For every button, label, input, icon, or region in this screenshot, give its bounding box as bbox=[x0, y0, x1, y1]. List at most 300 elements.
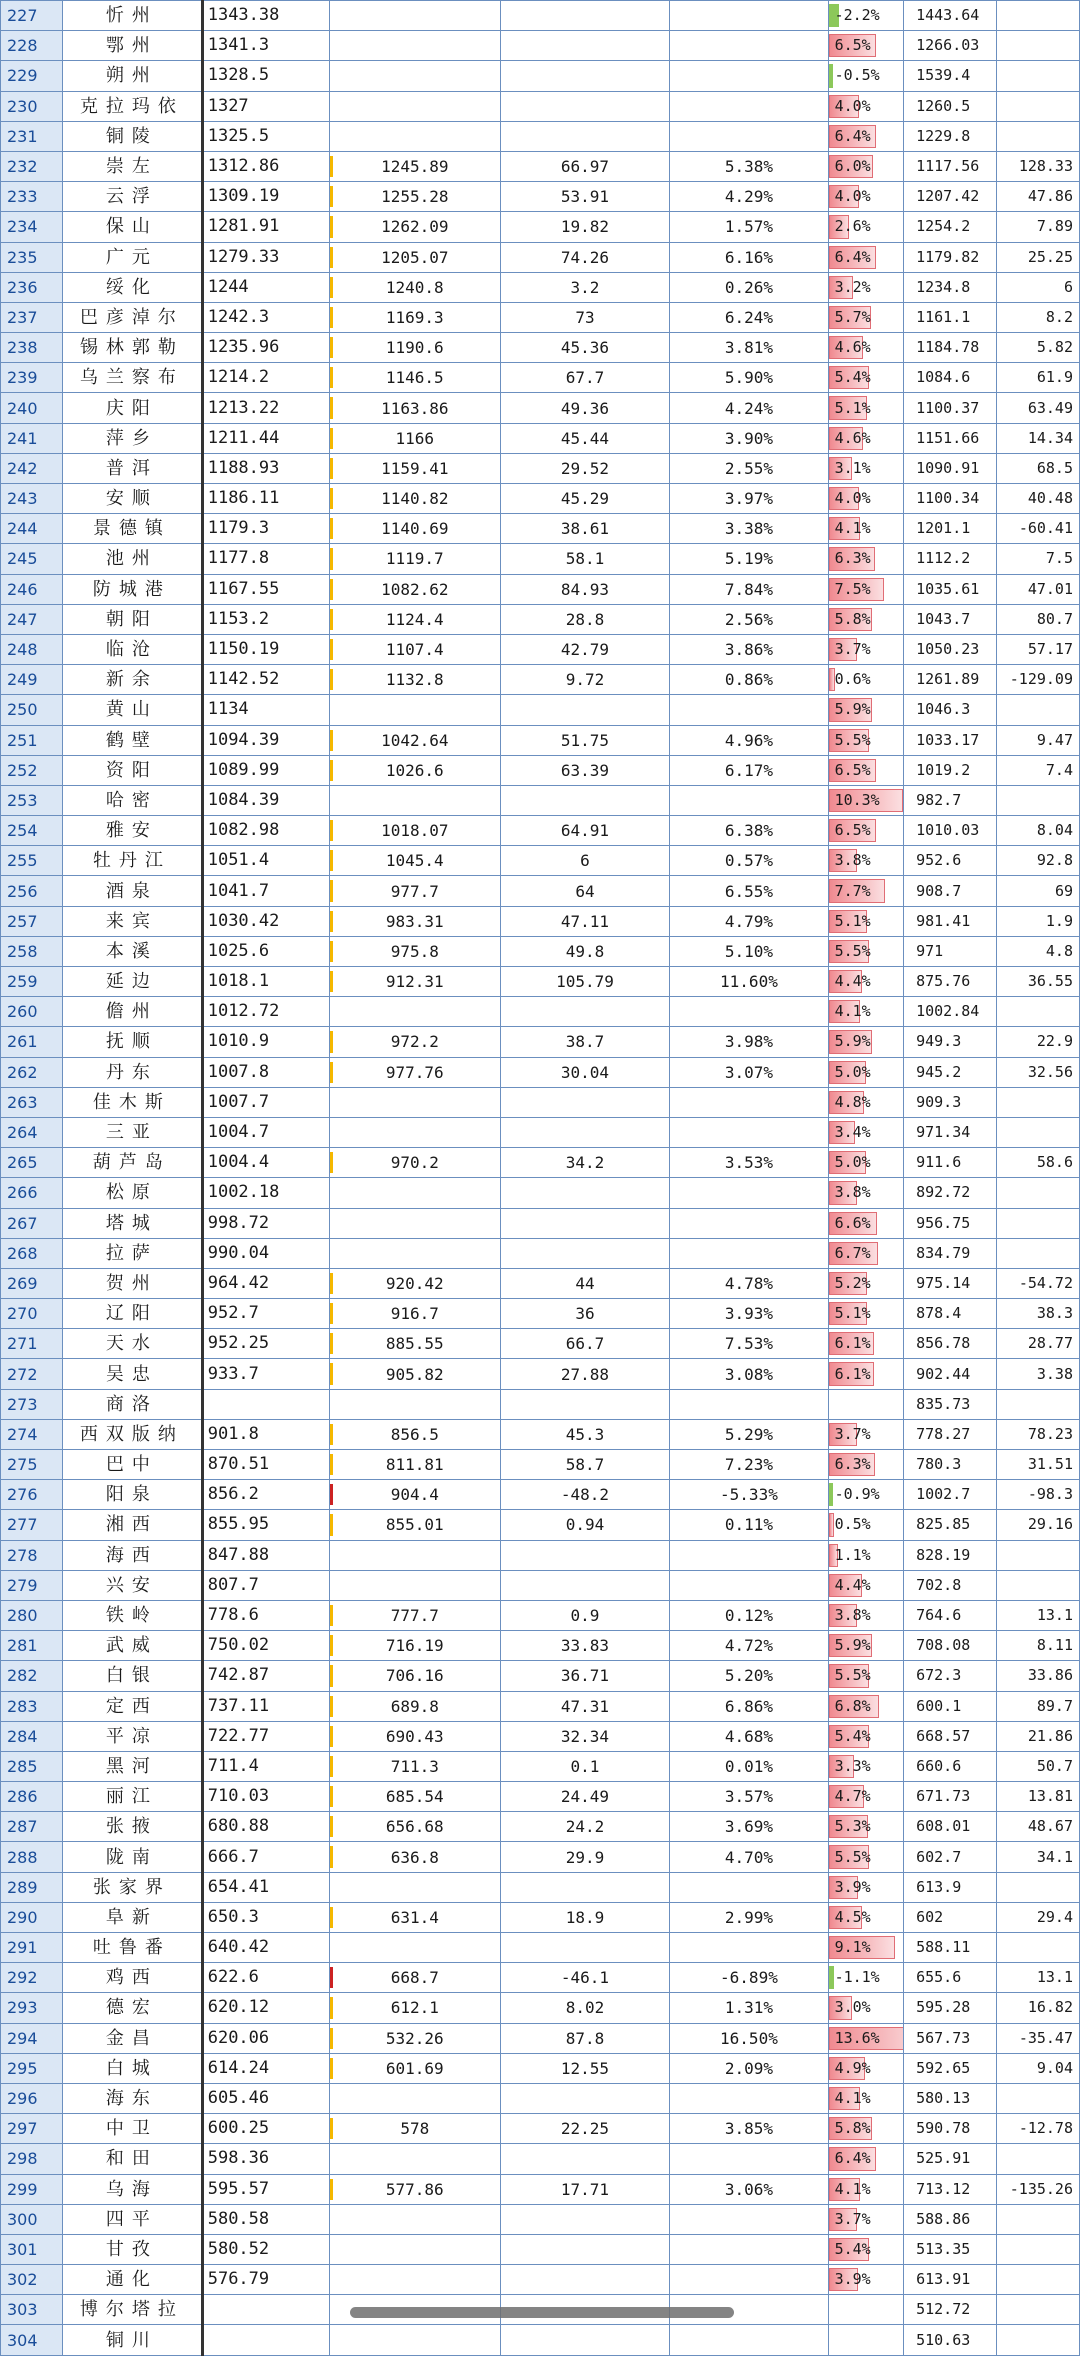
increase-percent-cell bbox=[670, 634, 828, 664]
increase-cell bbox=[500, 363, 670, 393]
positive-change-marker bbox=[330, 730, 333, 751]
city-cell bbox=[63, 1993, 203, 2023]
rank-cell bbox=[1, 755, 63, 785]
increase-cell bbox=[500, 1812, 670, 1842]
difference-text: 3.38 bbox=[1036, 1364, 1073, 1383]
increase-percent-cell bbox=[670, 785, 828, 815]
city-text: 佳木斯 bbox=[92, 1091, 171, 1113]
rank-text: 278 bbox=[7, 1545, 38, 1565]
increase-percent-cell bbox=[670, 1057, 828, 1087]
previous-gdp-text: 631.4 bbox=[390, 1907, 439, 1927]
previous-gdp-cell bbox=[329, 695, 500, 725]
base-value-cell bbox=[904, 453, 997, 483]
increase-percent-cell bbox=[670, 1661, 828, 1691]
city-cell bbox=[63, 725, 203, 755]
base-value-cell bbox=[904, 1812, 997, 1842]
gdp-text: 620.12 bbox=[207, 1997, 270, 2018]
increase-cell bbox=[500, 212, 670, 242]
growth-rate-text: 3.0% bbox=[834, 1998, 871, 2017]
base-value-text: 825.85 bbox=[916, 1515, 971, 1534]
rank-text: 244 bbox=[7, 519, 38, 539]
gdp-cell bbox=[202, 484, 329, 514]
previous-gdp-cell bbox=[329, 725, 500, 755]
previous-gdp-cell bbox=[329, 1510, 500, 1540]
gdp-cell bbox=[202, 1993, 329, 2023]
gdp-cell bbox=[202, 1117, 329, 1147]
rank-text: 255 bbox=[7, 851, 38, 871]
increase-percent-text: 4.79% bbox=[724, 911, 774, 931]
rank-cell bbox=[1, 31, 63, 61]
gdp-text: 1010.9 bbox=[207, 1031, 270, 1052]
base-value-text: 1184.78 bbox=[916, 338, 980, 357]
rank-cell bbox=[1, 2114, 63, 2144]
gdp-cell bbox=[202, 1359, 329, 1389]
increase-percent-cell bbox=[670, 393, 828, 423]
growth-rate-text: 5.4% bbox=[834, 1726, 871, 1745]
difference-text: 47.01 bbox=[1027, 579, 1073, 598]
increase-percent-text: 6.55% bbox=[724, 881, 774, 901]
difference-text: 89.7 bbox=[1036, 1696, 1073, 1715]
rank-text: 251 bbox=[7, 730, 38, 750]
difference-cell bbox=[997, 1268, 1080, 1298]
increase-text: 87.8 bbox=[565, 2028, 605, 2048]
previous-gdp-cell bbox=[329, 182, 500, 212]
difference-text: 8.2 bbox=[1045, 307, 1073, 326]
gdp-text: 666.7 bbox=[207, 1846, 259, 1867]
base-value-cell bbox=[904, 423, 997, 453]
rank-text: 240 bbox=[7, 398, 38, 418]
gdp-text: 620.06 bbox=[207, 2027, 270, 2048]
positive-change-marker bbox=[330, 971, 333, 992]
base-value-cell bbox=[904, 182, 997, 212]
positive-change-marker bbox=[330, 1605, 333, 1626]
gdp-text: 964.42 bbox=[207, 1272, 270, 1293]
gdp-text: 580.52 bbox=[207, 2238, 270, 2259]
positive-change-marker bbox=[330, 428, 333, 449]
growth-rate-cell bbox=[828, 302, 904, 332]
gdp-text: 614.24 bbox=[207, 2057, 270, 2078]
increase-percent-cell bbox=[670, 1751, 828, 1781]
previous-gdp-cell bbox=[329, 1721, 500, 1751]
increase-percent-cell bbox=[670, 1480, 828, 1510]
positive-change-marker bbox=[330, 247, 333, 268]
previous-gdp-text: 1082.62 bbox=[381, 579, 449, 599]
rank-cell bbox=[1, 2144, 63, 2174]
city-text: 哈密 bbox=[105, 789, 158, 811]
difference-cell bbox=[997, 2204, 1080, 2234]
city-cell bbox=[63, 1963, 203, 1993]
growth-rate-text: 4.1% bbox=[834, 1002, 871, 1021]
rank-text: 239 bbox=[7, 368, 38, 388]
city-text: 雅安 bbox=[105, 820, 158, 842]
rank-text: 285 bbox=[7, 1756, 38, 1776]
rank-text: 294 bbox=[7, 2028, 38, 2048]
table-row bbox=[1, 2234, 1080, 2264]
city-cell bbox=[63, 333, 203, 363]
base-value-text: 1266.03 bbox=[916, 36, 980, 55]
rank-text: 296 bbox=[7, 2089, 38, 2109]
rank-cell bbox=[1, 695, 63, 725]
difference-cell bbox=[997, 393, 1080, 423]
gdp-text: 1018.1 bbox=[207, 971, 270, 992]
base-value-cell bbox=[904, 61, 997, 91]
increase-percent-cell bbox=[670, 1329, 828, 1359]
growth-rate-text: 4.5% bbox=[834, 1907, 871, 1926]
rank-cell bbox=[1, 634, 63, 664]
rank-cell bbox=[1, 1329, 63, 1359]
previous-gdp-cell bbox=[329, 1812, 500, 1842]
difference-cell bbox=[997, 31, 1080, 61]
increase-cell bbox=[500, 91, 670, 121]
gdp-text: 1150.19 bbox=[207, 639, 280, 660]
rank-cell bbox=[1, 212, 63, 242]
growth-rate-text: 4.0% bbox=[834, 489, 871, 508]
city-cell bbox=[63, 634, 203, 664]
rank-text: 247 bbox=[7, 609, 38, 629]
gdp-text: 1167.55 bbox=[207, 578, 280, 599]
base-value-cell bbox=[904, 514, 997, 544]
increase-text: 45.29 bbox=[560, 489, 610, 509]
city-text: 和田 bbox=[105, 2148, 158, 2170]
base-value-cell bbox=[904, 695, 997, 725]
base-value-cell bbox=[904, 785, 997, 815]
rank-text: 290 bbox=[7, 1907, 38, 1927]
city-cell bbox=[63, 936, 203, 966]
previous-gdp-text: 690.43 bbox=[385, 1726, 444, 1746]
previous-gdp-text: 601.69 bbox=[385, 2058, 444, 2078]
previous-gdp-cell bbox=[329, 1299, 500, 1329]
city-text: 池州 bbox=[105, 548, 158, 570]
base-value-text: 1539.4 bbox=[916, 66, 971, 85]
growth-rate-text: -0.9% bbox=[834, 1485, 880, 1504]
rank-text: 231 bbox=[7, 126, 38, 146]
rank-text: 238 bbox=[7, 338, 38, 358]
previous-gdp-text: 578 bbox=[400, 2119, 430, 2139]
increase-percent-cell bbox=[670, 1902, 828, 1932]
increase-text: 27.88 bbox=[560, 1364, 610, 1384]
base-value-text: 1002.84 bbox=[916, 1002, 980, 1021]
growth-rate-text: 6.5% bbox=[834, 36, 871, 55]
difference-cell bbox=[997, 2144, 1080, 2174]
difference-text: -129.09 bbox=[1009, 670, 1073, 689]
growth-rate-cell bbox=[828, 1419, 904, 1449]
rank-text: 299 bbox=[7, 2179, 38, 2199]
previous-gdp-cell bbox=[329, 1782, 500, 1812]
positive-change-marker bbox=[330, 1303, 333, 1324]
table-row bbox=[1, 1933, 1080, 1963]
gdp-cell bbox=[202, 1208, 329, 1238]
rank-text: 276 bbox=[7, 1485, 38, 1505]
rank-text: 249 bbox=[7, 670, 38, 690]
base-value-text: 660.6 bbox=[916, 1756, 962, 1775]
growth-rate-text: 5.7% bbox=[834, 307, 871, 326]
increase-percent-cell bbox=[670, 1238, 828, 1268]
rank-text: 265 bbox=[7, 1153, 38, 1173]
growth-rate-text: 4.0% bbox=[834, 187, 871, 206]
city-cell bbox=[63, 2295, 203, 2325]
base-value-text: 1161.1 bbox=[916, 307, 971, 326]
previous-gdp-text: 904.4 bbox=[390, 1485, 439, 1505]
rank-text: 236 bbox=[7, 277, 38, 297]
rank-text: 280 bbox=[7, 1606, 38, 1626]
growth-rate-text: 3.9% bbox=[834, 1877, 871, 1896]
increase-percent-cell bbox=[670, 1419, 828, 1449]
base-value-text: 592.65 bbox=[916, 2058, 971, 2077]
positive-change-marker bbox=[330, 1816, 333, 1837]
increase-percent-cell bbox=[670, 1510, 828, 1540]
growth-rate-cell bbox=[828, 755, 904, 785]
table-row bbox=[1, 997, 1080, 1027]
difference-cell bbox=[997, 574, 1080, 604]
city-text: 来宾 bbox=[105, 910, 158, 932]
difference-text: 36.55 bbox=[1027, 972, 1073, 991]
negative-growth-bar bbox=[829, 64, 833, 87]
increase-text: -48.2 bbox=[560, 1485, 610, 1505]
increase-text: 51.75 bbox=[560, 730, 610, 750]
difference-cell bbox=[997, 665, 1080, 695]
difference-text: 4.8 bbox=[1045, 941, 1073, 960]
gdp-cell bbox=[202, 2204, 329, 2234]
base-value-cell bbox=[904, 1480, 997, 1510]
city-text: 巴彦淖尔 bbox=[79, 306, 184, 328]
rank-cell bbox=[1, 1721, 63, 1751]
city-text: 云浮 bbox=[105, 186, 158, 208]
rank-text: 250 bbox=[7, 700, 38, 720]
previous-gdp-cell bbox=[329, 1661, 500, 1691]
table-row bbox=[1, 1208, 1080, 1238]
increase-percent-text: 7.23% bbox=[724, 1455, 774, 1475]
base-value-cell bbox=[904, 1299, 997, 1329]
table-row bbox=[1, 1721, 1080, 1751]
growth-rate-cell bbox=[828, 1238, 904, 1268]
city-cell bbox=[63, 1178, 203, 1208]
base-value-cell bbox=[904, 484, 997, 514]
rank-text: 257 bbox=[7, 911, 38, 931]
increase-cell bbox=[500, 2144, 670, 2174]
base-value-text: 567.73 bbox=[916, 2028, 971, 2047]
base-value-text: 608.01 bbox=[916, 1817, 971, 1836]
rank-text: 283 bbox=[7, 1696, 38, 1716]
gdp-cell bbox=[202, 333, 329, 363]
city-text: 拉萨 bbox=[105, 1242, 158, 1264]
table-row bbox=[1, 91, 1080, 121]
increase-cell bbox=[500, 2083, 670, 2113]
increase-percent-cell bbox=[670, 2234, 828, 2264]
increase-percent-cell bbox=[670, 61, 828, 91]
gdp-cell bbox=[202, 2174, 329, 2204]
gdp-text: 737.11 bbox=[207, 1695, 270, 1716]
gdp-text: 1242.3 bbox=[207, 306, 270, 327]
growth-rate-text: 6.1% bbox=[834, 1364, 871, 1383]
increase-text: 0.94 bbox=[565, 1515, 605, 1535]
base-value-text: 1050.23 bbox=[916, 640, 980, 659]
increase-text: 47.11 bbox=[560, 911, 610, 931]
increase-percent-cell bbox=[670, 1540, 828, 1570]
growth-rate-cell bbox=[828, 1208, 904, 1238]
positive-change-marker bbox=[330, 1031, 333, 1052]
city-text: 阳泉 bbox=[105, 1484, 158, 1506]
growth-rate-cell bbox=[828, 1359, 904, 1389]
positive-change-marker bbox=[330, 850, 333, 871]
previous-gdp-cell bbox=[329, 302, 500, 332]
growth-rate-cell bbox=[828, 695, 904, 725]
rank-cell bbox=[1, 544, 63, 574]
base-value-cell bbox=[904, 1057, 997, 1087]
rank-text: 234 bbox=[7, 217, 38, 237]
gdp-cell bbox=[202, 1933, 329, 1963]
difference-text: 40.48 bbox=[1027, 489, 1073, 508]
gdp-cell bbox=[202, 1027, 329, 1057]
growth-rate-text: 5.9% bbox=[834, 1032, 871, 1051]
increase-percent-cell bbox=[670, 936, 828, 966]
previous-gdp-text: 1132.8 bbox=[385, 670, 444, 690]
base-value-text: 856.78 bbox=[916, 1334, 971, 1353]
base-value-cell bbox=[904, 1933, 997, 1963]
increase-percent-cell bbox=[670, 242, 828, 272]
table-row bbox=[1, 2265, 1080, 2295]
difference-text: -60.41 bbox=[1018, 519, 1073, 538]
increase-cell bbox=[500, 2234, 670, 2264]
city-text: 葫芦岛 bbox=[92, 1152, 171, 1174]
rank-cell bbox=[1, 1570, 63, 1600]
gdp-text: 952.25 bbox=[207, 1333, 270, 1354]
increase-percent-text: 4.96% bbox=[724, 730, 774, 750]
previous-gdp-text: 1190.6 bbox=[385, 338, 444, 358]
increase-cell bbox=[500, 453, 670, 483]
city-text: 白银 bbox=[105, 1665, 158, 1687]
base-value-cell bbox=[904, 333, 997, 363]
city-cell bbox=[63, 1661, 203, 1691]
difference-cell bbox=[997, 2325, 1080, 2355]
gdp-text: 1030.42 bbox=[207, 910, 280, 931]
difference-cell bbox=[997, 151, 1080, 181]
positive-change-marker bbox=[330, 277, 333, 298]
city-text: 鹤壁 bbox=[105, 729, 158, 751]
increase-percent-cell bbox=[670, 182, 828, 212]
increase-percent-cell bbox=[670, 604, 828, 634]
gdp-cell bbox=[202, 1087, 329, 1117]
increase-cell bbox=[500, 876, 670, 906]
rank-cell bbox=[1, 1902, 63, 1932]
increase-cell bbox=[500, 2174, 670, 2204]
growth-rate-cell bbox=[828, 816, 904, 846]
increase-percent-cell bbox=[670, 1691, 828, 1721]
positive-change-marker bbox=[330, 2179, 333, 2200]
growth-rate-text: 5.4% bbox=[834, 2239, 871, 2258]
increase-text: 12.55 bbox=[560, 2058, 610, 2078]
growth-rate-cell bbox=[828, 544, 904, 574]
previous-gdp-text: 811.81 bbox=[385, 1455, 444, 1475]
gdp-text: 778.6 bbox=[207, 1605, 259, 1626]
difference-cell bbox=[997, 755, 1080, 785]
gdp-text: 1281.91 bbox=[207, 216, 280, 237]
increase-percent-text: 2.56% bbox=[724, 609, 774, 629]
table-row bbox=[1, 906, 1080, 936]
base-value-cell bbox=[904, 2295, 997, 2325]
growth-rate-text: 7.5% bbox=[834, 579, 871, 598]
previous-gdp-cell bbox=[329, 393, 500, 423]
gdp-cell bbox=[202, 1148, 329, 1178]
table-row bbox=[1, 1782, 1080, 1812]
gdp-cell bbox=[202, 997, 329, 1027]
city-text: 延边 bbox=[105, 971, 158, 993]
base-value-text: 911.6 bbox=[916, 1153, 962, 1172]
growth-rate-text: 6.4% bbox=[834, 126, 871, 145]
increase-text: 47.31 bbox=[560, 1696, 610, 1716]
base-value-cell bbox=[904, 212, 997, 242]
growth-rate-cell bbox=[828, 2204, 904, 2234]
previous-gdp-text: 711.3 bbox=[390, 1756, 439, 1776]
base-value-text: 1151.66 bbox=[916, 428, 980, 447]
difference-cell bbox=[997, 1359, 1080, 1389]
positive-change-marker bbox=[330, 2028, 333, 2049]
base-value-cell bbox=[904, 1, 997, 31]
increase-percent-cell bbox=[670, 1208, 828, 1238]
increase-cell bbox=[500, 1993, 670, 2023]
increase-percent-text: 4.29% bbox=[724, 187, 774, 207]
gdp-cell bbox=[202, 61, 329, 91]
previous-gdp-text: 668.7 bbox=[390, 1968, 439, 1988]
city-text: 三亚 bbox=[105, 1122, 158, 1144]
city-text: 儋州 bbox=[105, 1001, 158, 1023]
gdp-cell bbox=[202, 1902, 329, 1932]
base-value-text: 588.11 bbox=[916, 1938, 971, 1957]
gdp-cell bbox=[202, 906, 329, 936]
city-cell bbox=[63, 212, 203, 242]
positive-change-marker bbox=[330, 941, 333, 962]
growth-rate-cell bbox=[828, 363, 904, 393]
positive-change-marker bbox=[330, 1696, 333, 1717]
base-value-text: 834.79 bbox=[916, 1243, 971, 1262]
growth-rate-text: 6.5% bbox=[834, 760, 871, 779]
growth-rate-cell bbox=[828, 634, 904, 664]
base-value-text: 835.73 bbox=[916, 1394, 971, 1413]
table-row bbox=[1, 1631, 1080, 1661]
increase-percent-cell bbox=[670, 1178, 828, 1208]
city-cell bbox=[63, 906, 203, 936]
growth-rate-cell bbox=[828, 2023, 904, 2053]
gdp-cell bbox=[202, 816, 329, 846]
horizontal-scrollbar[interactable] bbox=[350, 2307, 734, 2318]
previous-gdp-cell bbox=[329, 1057, 500, 1087]
growth-rate-cell bbox=[828, 1299, 904, 1329]
rank-text: 232 bbox=[7, 157, 38, 177]
gdp-text: 650.3 bbox=[207, 1906, 259, 1927]
rank-text: 245 bbox=[7, 549, 38, 569]
growth-rate-text: 5.8% bbox=[834, 2119, 871, 2138]
gdp-text: 1235.96 bbox=[207, 337, 280, 358]
positive-growth-bar bbox=[829, 668, 835, 691]
gdp-text: 1041.7 bbox=[207, 880, 270, 901]
increase-text: 36.71 bbox=[560, 1666, 610, 1686]
rank-cell bbox=[1, 363, 63, 393]
increase-percent-cell bbox=[670, 363, 828, 393]
difference-text: 57.17 bbox=[1027, 640, 1073, 659]
previous-gdp-cell bbox=[329, 2234, 500, 2264]
table-row bbox=[1, 2023, 1080, 2053]
increase-cell bbox=[500, 967, 670, 997]
rank-cell bbox=[1, 665, 63, 695]
gdp-text: 595.57 bbox=[207, 2178, 270, 2199]
city-cell bbox=[63, 121, 203, 151]
city-text: 天水 bbox=[105, 1333, 158, 1355]
increase-percent-cell bbox=[670, 967, 828, 997]
rank-cell bbox=[1, 333, 63, 363]
gdp-text: 1025.6 bbox=[207, 940, 270, 961]
positive-change-marker bbox=[330, 1273, 333, 1294]
increase-percent-text: 3.86% bbox=[724, 640, 774, 660]
difference-cell bbox=[997, 1842, 1080, 1872]
